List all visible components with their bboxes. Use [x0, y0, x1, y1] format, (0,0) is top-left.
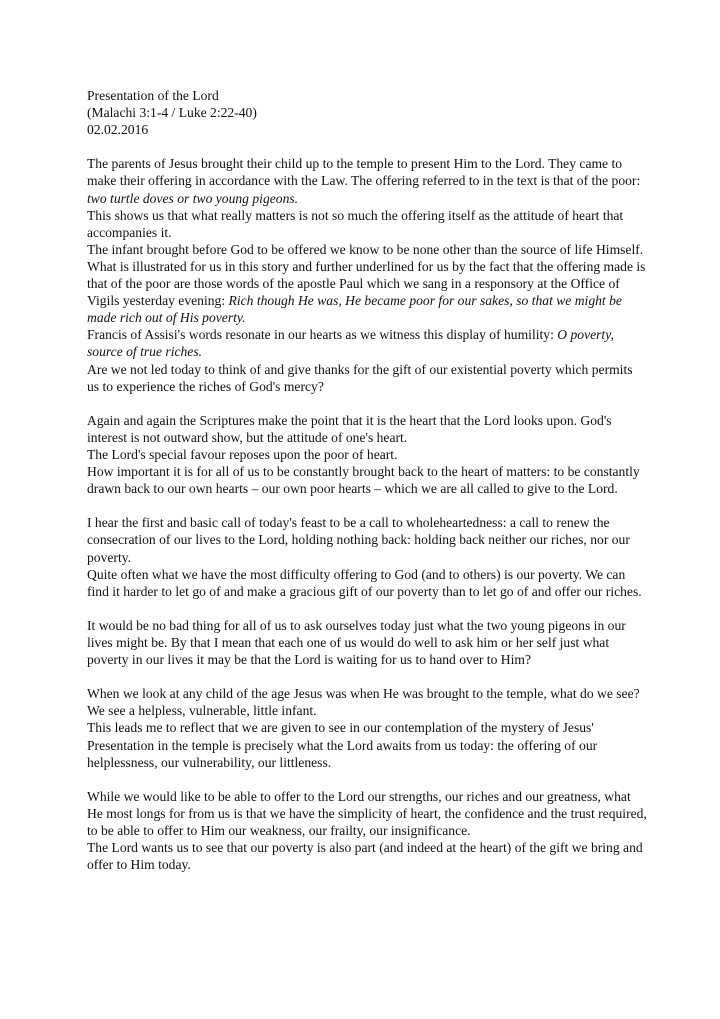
document-date: 02.02.2016	[87, 122, 149, 138]
paragraph: This shows us that what really matters is not so much the offering itself as the attitude of heart that accompanies it.	[87, 207, 624, 240]
paragraph	[87, 326, 647, 360]
paragraph-gap	[87, 600, 647, 617]
scripture-reference: (Malachi 3:1-4 / Luke 2:22-40)	[87, 105, 257, 121]
paragraph: Quite often what we have the most difficulty offering to God (and to others) is our poverty. We can find it harder to let go of and make a gracious gift of our poverty than to let go of and offer our riches.	[87, 566, 642, 599]
paragraph-gap	[87, 771, 647, 788]
text-run: Francis of Assisi's words resonate in our hearts as we witness this display of humility:	[87, 327, 558, 343]
italic-quote: two turtle doves or two young pigeons.	[87, 190, 299, 206]
paragraph: We see a helpless, vulnerable, little infant.	[87, 703, 317, 719]
paragraph	[87, 241, 647, 326]
paragraph	[87, 155, 647, 206]
paragraph: I hear the first and basic call of today's feast to be a call to wholeheartedness: a call to renew the consecration of our lives to the Lord, holding nothing back: holding back neither our riches, nor our poverty.	[87, 515, 630, 565]
paragraph-gap	[87, 395, 647, 412]
paragraph: This leads me to reflect that we are given to see in our contemplation of the mystery of Jesus' Presentation in the temple is precisely what the Lord awaits from us today: the offering of our helplessness, our vulnerability, our littleness.	[87, 720, 598, 770]
paragraph: It would be no bad thing for all of us to ask ourselves today just what the two young pigeons in our lives might be. By that I mean that each one of us would do well to ask him or her self just what poverty in our lives it may be that the Lord is waiting for us to hand over to Him?	[87, 617, 626, 668]
paragraph: Again and again the Scriptures make the point that it is the heart that the Lord looks upon. God's interest is not outward show, but the attitude of one's heart.	[87, 412, 612, 445]
paragraph: When we look at any child of the age Jesus was when He was brought to the temple, what do we see?	[87, 686, 640, 702]
homily-text	[87, 87, 647, 873]
paragraph: The Lord wants us to see that our poverty is also part (and indeed at the heart) of the gift we bring and offer to Him today.	[87, 840, 643, 873]
italic-quote: Rich though He was, He became poor for our sakes, so that we might be made rich out of His poverty.	[87, 293, 622, 326]
paragraph-gap	[87, 497, 647, 514]
paragraph: While we would like to be able to offer to the Lord our strengths, our riches and our greatness, what He most longs for from us is that we have the simplicity of heart, the confidence and the trust required, to be able to offer to Him our weakness, our frailty, our insignificance.	[87, 788, 647, 839]
paragraph-gap	[87, 138, 647, 155]
document-title: Presentation of the Lord	[87, 88, 219, 103]
text-run: The parents of Jesus brought their child up to the temple to present Him to the Lord. They came to make their offering in accordance with the Law. The offering referred to in the text is that of the poor:	[87, 156, 641, 189]
paragraph-gap	[87, 668, 647, 685]
paragraph: How important it is for all of us to be constantly brought back to the heart of matters: to be constantly drawn back to our own hearts – our own poor hearts – which we are all called to give to the Lord.	[87, 464, 640, 497]
paragraph: Are we not led today to think of and give thanks for the gift of our existential poverty which permits us to experience the riches of God's mercy?	[87, 361, 633, 394]
italic-quote: O poverty, source of true riches.	[87, 327, 614, 360]
text-run: The infant brought before God to be offered we know to be none other than the source of life Himself. What is illustrated for us in this story and further underlined for us by the fact that the offering made is that of the poor are those words of the apostle Paul which we sang in a responsory at the Office of Vigils yesterday evening:	[87, 241, 646, 309]
paragraph: The Lord's special favour reposes upon the poor of heart.	[87, 446, 398, 462]
